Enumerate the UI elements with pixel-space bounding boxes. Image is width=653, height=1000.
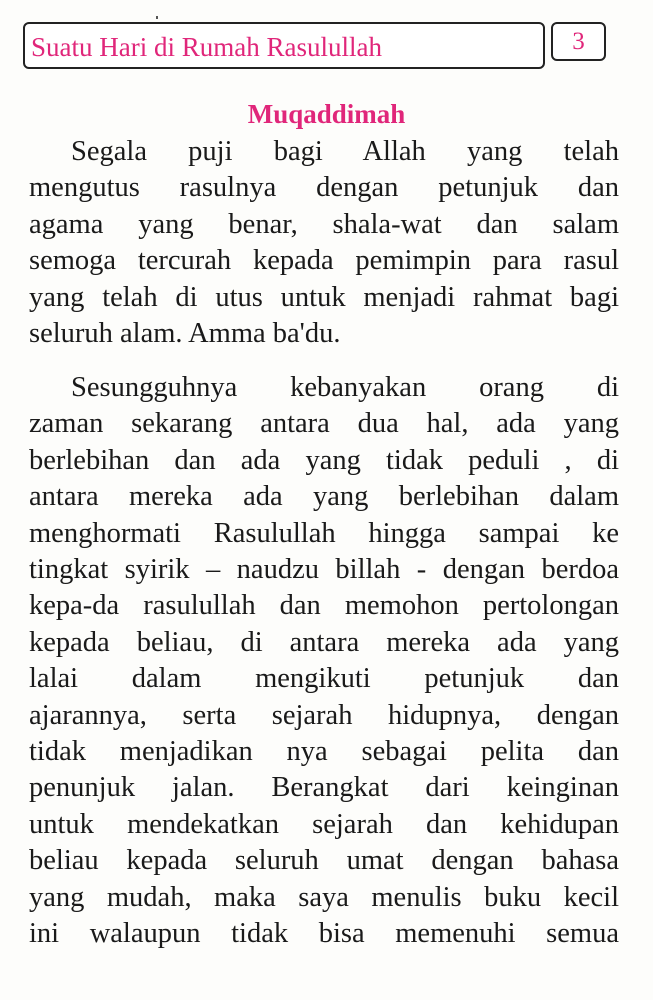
text-line: ini walaupun tidak bisa memenuhi semua xyxy=(29,918,619,950)
paragraph-2 xyxy=(29,370,619,953)
running-header xyxy=(23,22,545,69)
text-line: Sesungguhnya kebanyakan orang di xyxy=(71,372,619,403)
page-number-box xyxy=(551,22,606,61)
text-line: lalai dalam mengikuti petunjuk dan xyxy=(29,663,619,695)
text-line: tidak menjadikan nya sebagai pelita dan xyxy=(29,736,619,768)
scan-speck xyxy=(156,16,158,19)
text-line: kepa-da rasulullah dan memohon pertolongan xyxy=(29,590,619,622)
page-number: 3 xyxy=(572,28,585,55)
text-line: tingkat syirik – naudzu billah - dengan berdoa xyxy=(29,554,619,586)
text-line: untuk mendekatkan sejarah dan kehidupan xyxy=(29,808,619,840)
text-line: menghormati Rasulullah hingga sampai ke xyxy=(29,517,619,549)
text-line: Segala puji bagi Allah yang telah xyxy=(71,136,619,167)
text-line: mengutus rasulnya dengan petunjuk dan xyxy=(29,172,619,204)
text-line: beliau kepada seluruh umat dengan bahasa xyxy=(29,845,619,877)
text-line: berlebihan dan ada yang tidak peduli , di xyxy=(29,444,619,476)
paragraph-1 xyxy=(29,134,619,352)
text-line: semoga tercurah kepada pemimpin para rasul xyxy=(29,245,619,277)
text-line: zaman sekarang antara dua hal, ada yang xyxy=(29,408,619,440)
text-line: penunjuk jalan. Berangkat dari keinginan xyxy=(29,772,619,804)
text-line: yang mudah, maka saya menulis buku kecil xyxy=(29,881,619,913)
book-title: Suatu Hari di Rumah Rasulullah xyxy=(31,32,382,62)
text-line: kepada beliau, di antara mereka ada yang xyxy=(29,626,619,658)
text-line: ajarannya, serta sejarah hidupnya, dengan xyxy=(29,699,619,731)
text-line: agama yang benar, shala-wat dan salam xyxy=(29,208,619,240)
text-line: antara mereka ada yang berlebihan dalam xyxy=(29,481,619,513)
section-heading: Muqaddimah xyxy=(247,99,406,129)
text-line: seluruh alam. Amma ba'du. xyxy=(29,318,341,350)
text-line: yang telah di utus untuk menjadi rahmat bagi xyxy=(29,281,619,313)
